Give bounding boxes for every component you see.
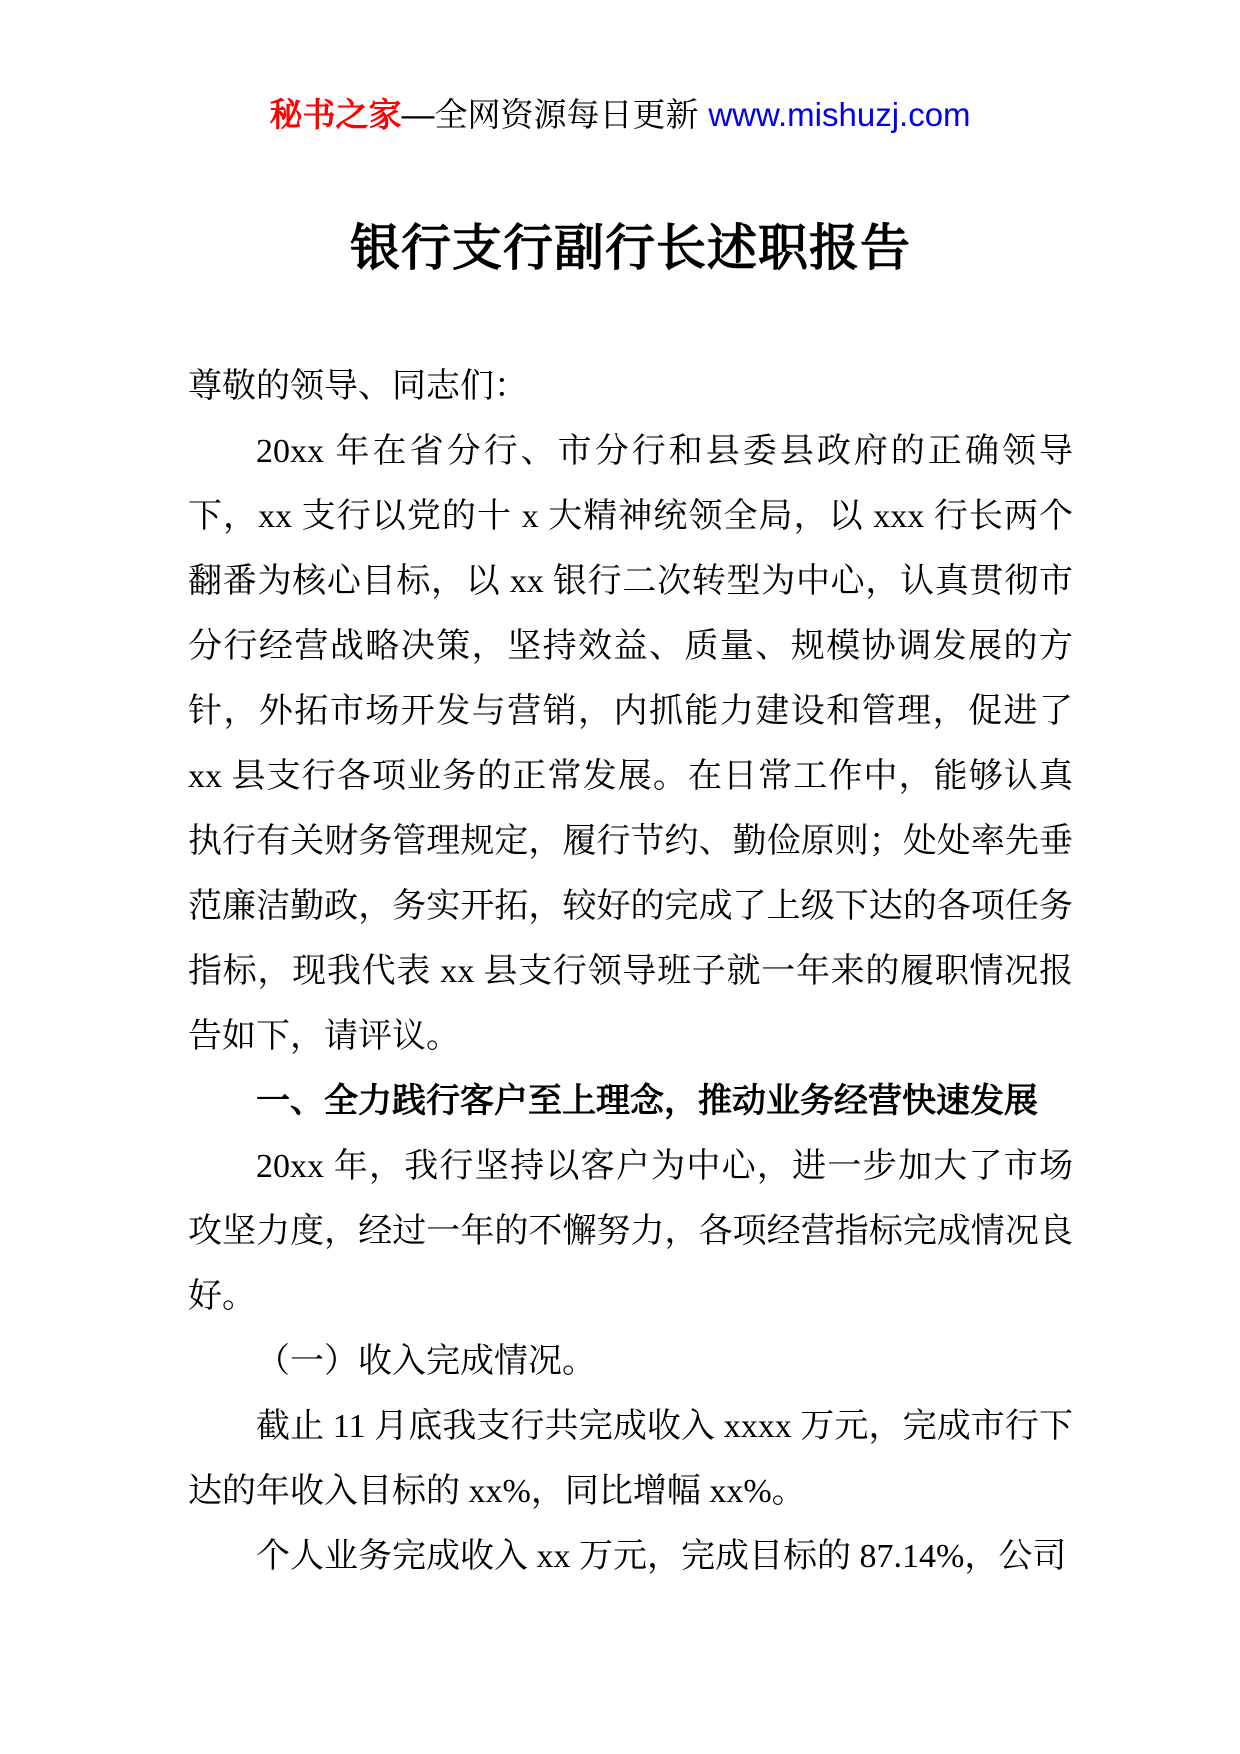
- paragraph-introduction: 20xx 年在省分行、市分行和县委县政府的正确领导下，xx 支行以党的十 x 大精神统领全局，以 xxx 行长两个翻番为核心目标，以 xx 银行二次转型为中心，认真贯彻市分行经营战略决策，坚持效益、质量、规模协调发展的方针，外拓市场开发与营销，内抓能力建设和管理，促进了 xx 县支行各项业务的正常发展。在日常工作中，能够认真执行有关财务管理规定，履行节约、勤俭原则；处处率先垂范廉洁勤政，务实开拓，较好的完成了上级下达的各项任务指标，现我代表 xx 县支行领导班子就一年来的履职情况报告如下，请评议。: [188, 433, 1073, 1055]
- site-name: 秘书之家: [269, 96, 402, 133]
- paragraph-personal-business: 个人业务完成收入 xx 万元，完成目标的 87.14%，公司: [256, 1538, 1067, 1575]
- document-title: 银行支行副行长述职报告: [350, 220, 911, 276]
- paragraph-income-detail: 截止 11 月底我支行共完成收入 xxxx 万元，完成市行下达的年收入目标的 xx%，同比增幅 xx%。: [188, 1408, 1073, 1510]
- paragraph-salutation: 尊敬的领导、同志们：: [188, 368, 528, 405]
- header-tagline: —全网资源每日更新: [401, 96, 699, 133]
- site-url-link[interactable]: www.mishuzj.com: [708, 96, 971, 133]
- paragraph-income-subheading: （一）收入完成情况。: [256, 1343, 596, 1380]
- section-heading-1: 一、全力践行客户至上理念，推动业务经营快速发展: [256, 1082, 1038, 1120]
- paragraph-business-overview: 20xx 年，我行坚持以客户为中心，进一步加大了市场攻坚力度，经过一年的不懈努力，各项经营指标完成情况良好。: [188, 1148, 1073, 1315]
- document-body: [188, 354, 1073, 1589]
- page-header: [0, 92, 1240, 138]
